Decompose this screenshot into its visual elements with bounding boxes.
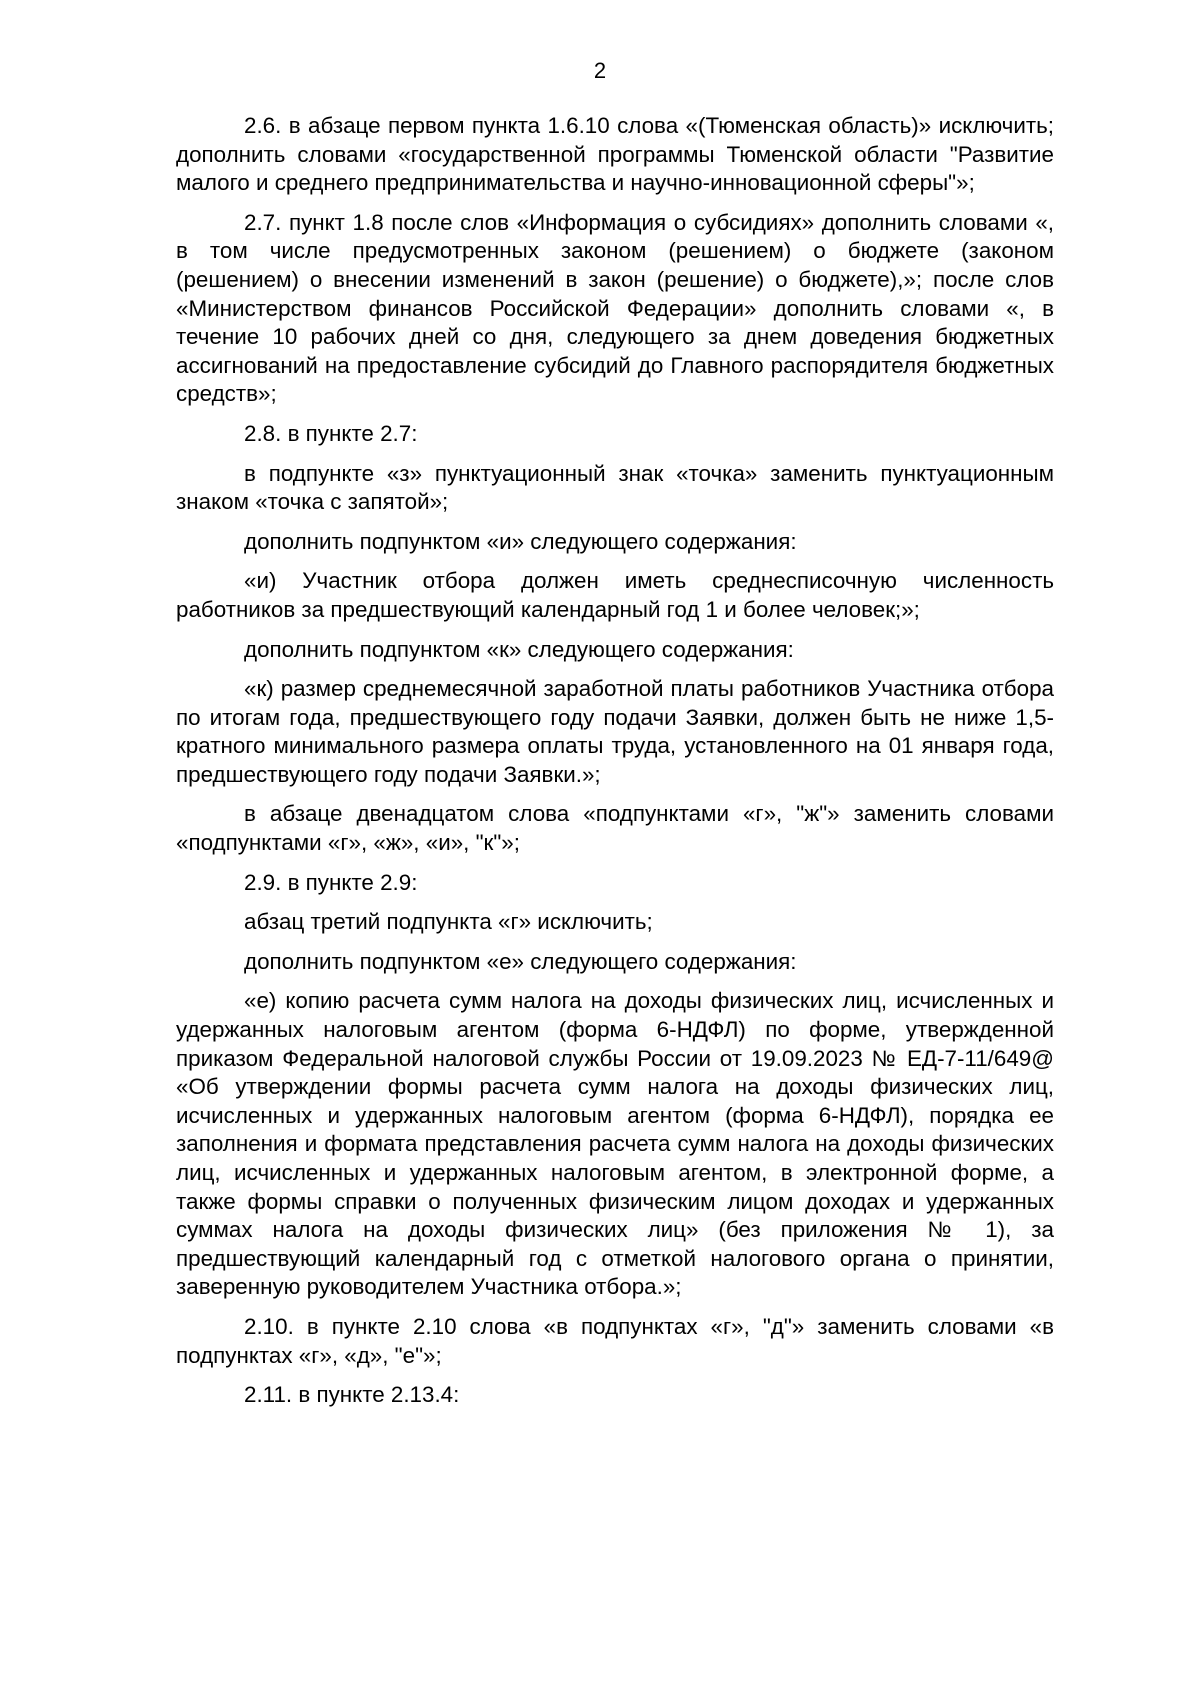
paragraph-2-7: 2.7. пункт 1.8 после слов «Информация о субсидиях» дополнить словами «, в том числе предусмотренных законом (решением) о бюджете (законом (решением) о внесении изменений в закон (решение) о бюджете),»; после слов «Министерством финансов Российской Федерации» дополнить словами «, в течение 10 рабочих дней со дня, следующего за днем доведения бюджетных ассигнований на предоставление субсидий до Главного распорядителя бюджетных средств»; — [176, 209, 1054, 407]
document-body — [176, 112, 1054, 1421]
paragraph-2-9-add-e: дополнить подпунктом «е» следующего содержания: — [244, 948, 797, 974]
paragraph-2-9-exclude: абзац третий подпункта «г» исключить; — [244, 909, 653, 935]
paragraph-2-11: 2.11. в пункте 2.13.4: — [244, 1382, 460, 1408]
paragraph-2-8-i-text: «и) Участник отбора должен иметь среднесписочную численность работников за предшествующий календарный год 1 и более человек;»; — [176, 568, 1054, 622]
paragraph-2-9-e-text: «е) копию расчета сумм налога на доходы физических лиц, исчисленных и удержанных налоговым агентом (форма 6-НДФЛ) по форме, утвержденной приказом Федеральной налоговой службы России от 19.09.2023 № ЕД-7-11/649@ «Об утверждении формы расчета сумм налога на доходы физических лиц, исчисленных и удержанных налоговым агентом (форма 6-НДФЛ), порядка ее заполнения и формата представления расчета сумм налога на доходы физических лиц, исчисленных и удержанных налоговым агентом, в электронной форме, а также формы справки о полученных физическим лицом доходах и удержанных суммах налога на доходы физических лиц» (без приложения № 1), за предшествующий календарный год с отметкой налогового органа о принятии, заверенную руководителем Участника отбора.»; — [176, 988, 1054, 1300]
paragraph-2-8-subpoint-z: в подпункте «з» пунктуационный знак «точка» заменить пунктуационным знаком «точка с запятой»; — [176, 460, 1054, 515]
paragraph-2-8-heading: 2.8. в пункте 2.7: — [244, 420, 418, 446]
paragraph-2-6: 2.6. в абзаце первом пункта 1.6.10 слова «(Тюменская область)» исключить; дополнить словами «государственной программы Тюменской области "Развитие малого и среднего предпринимательства и научно-инновационной сферы"»; — [176, 113, 1054, 196]
paragraph-2-8-add-k: дополнить подпунктом «к» следующего содержания: — [244, 636, 794, 662]
paragraph-2-8-add-i: дополнить подпунктом «и» следующего содержания: — [244, 528, 797, 554]
paragraph-2-8-k-text: «к) размер среднемесячной заработной платы работников Участника отбора по итогам года, предшествующего году подачи Заявки, должен быть не ниже 1,5-кратного минимального размера оплаты труда, установленного на 01 января года, предшествующего году подачи Заявки.»; — [176, 676, 1054, 787]
paragraph-2-8-twelfth: в абзаце двенадцатом слова «подпунктами «г», "ж"» заменить словами «подпунктами «г», «ж», «и», "к"»; — [176, 801, 1054, 856]
paragraph-2-9-heading: 2.9. в пункте 2.9: — [244, 869, 418, 895]
paragraph-2-10: 2.10. в пункте 2.10 слова «в подпунктах «г», "д"» заменить словами «в подпунктах «г», «д», "е"»; — [176, 1313, 1054, 1368]
page-number: 2 — [593, 58, 607, 83]
